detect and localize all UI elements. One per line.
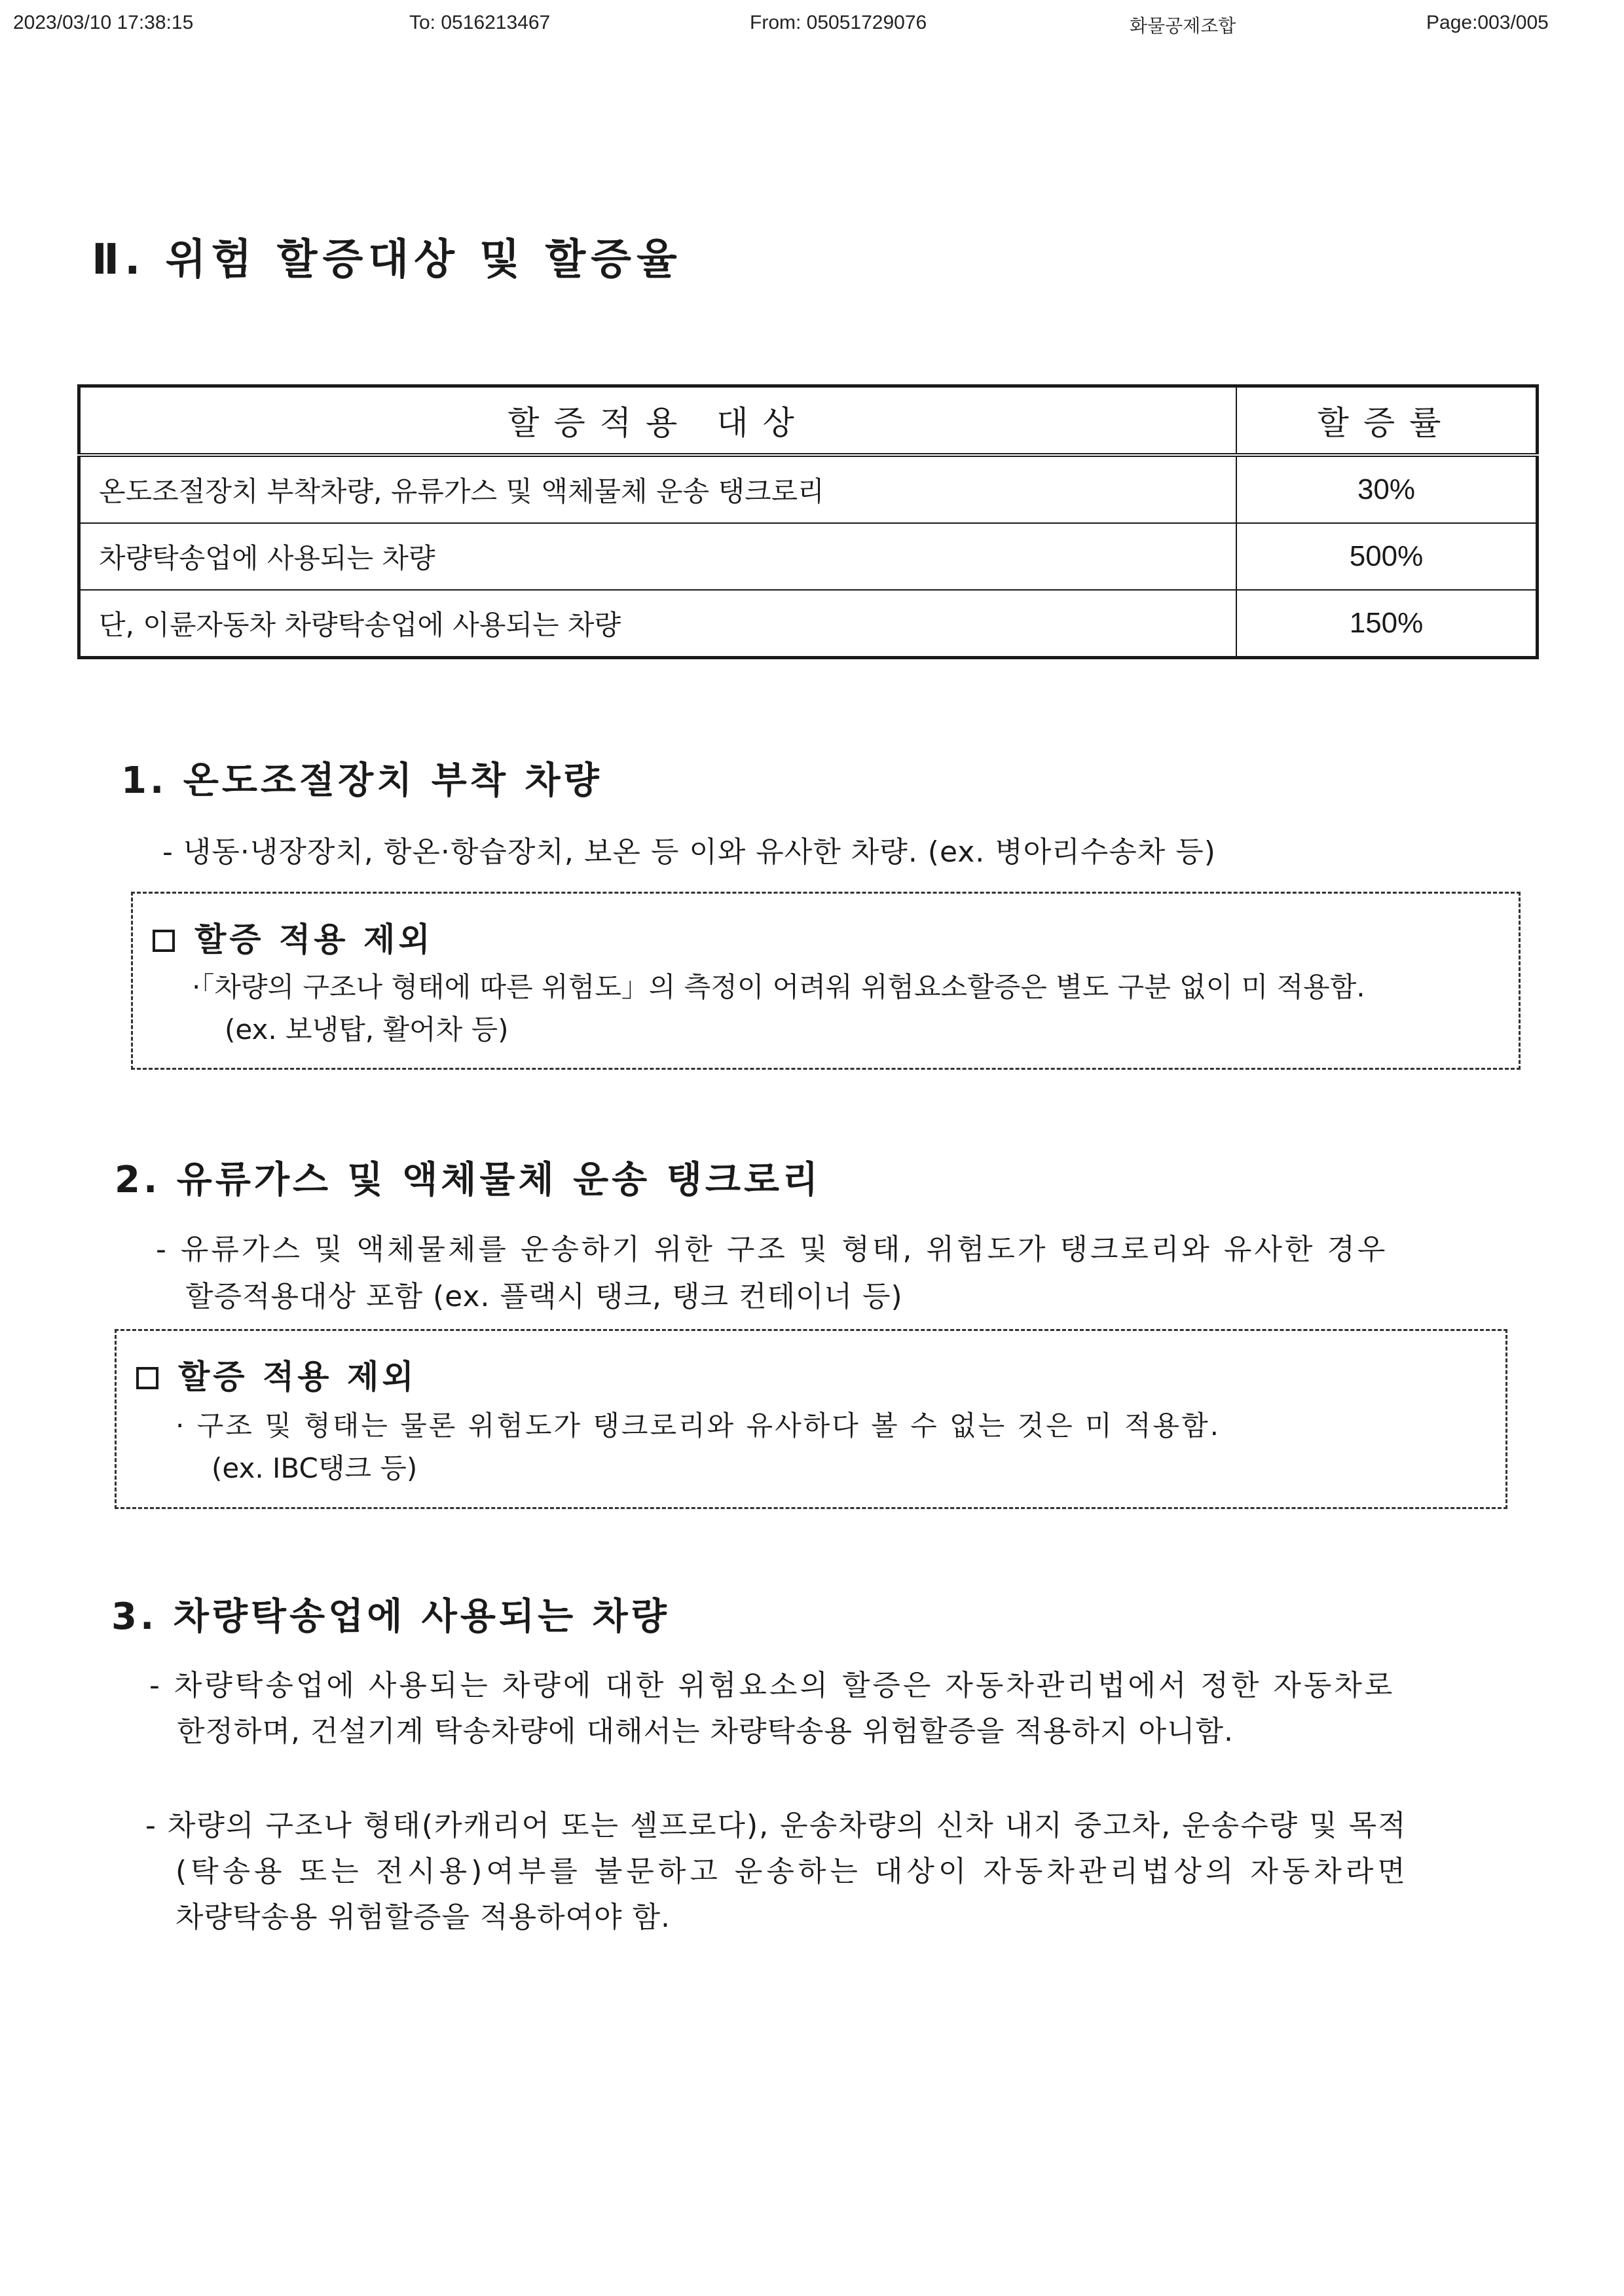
section2-exclusion-line1: · 구조 및 형태는 물론 위험도가 탱크로리와 유사하다 볼 수 없는 것은 미 적용함.: [175, 1410, 1221, 1442]
fax-header: [0, 12, 1624, 41]
checkbox-icon: [136, 1367, 158, 1389]
section3-heading: 3. 차량탁송업에 사용되는 차량: [111, 1595, 670, 1638]
section1-exclusion-title-row: [153, 913, 434, 960]
section3-bullet2-line1: - 차량의 구조나 형태(카캐리어 또는 셀프로다), 운송차량의 신차 내지 중고차, 운송수량 및 목적: [145, 1809, 1407, 1842]
header-target: 할증적용 대상: [79, 386, 1237, 456]
table-header-row: [79, 386, 1538, 456]
section1-exclusion-line1: ·「차량의 구조나 형태에 따른 위험도」의 측정이 어려워 위험요소할증은 별도 구분 없이 미 적용함.: [192, 971, 1365, 1003]
table-row: [79, 455, 1538, 523]
section2-exclusion-box: [115, 1329, 1507, 1509]
fax-to-number: To: 0516213467: [409, 12, 551, 33]
section3-bullet2-line2: (탁송용 또는 전시용)여부를 불문하고 운송하는 대상이 자동차관리법상의 자동차라면: [175, 1855, 1409, 1888]
row-target: 차량탁송업에 사용되는 차량: [79, 523, 1237, 590]
row-target: 온도조절장치 부착차량, 유류가스 및 액체물체 운송 탱크로리: [79, 455, 1237, 523]
section1-exclusion-box: [131, 892, 1521, 1070]
section1-exclusion-line2: (ex. 보냉탑, 활어차 등): [225, 1013, 509, 1046]
section2-bullet-line2: 할증적용대상 포함 (ex. 플랙시 탱크, 탱크 컨테이너 등): [185, 1280, 903, 1313]
row-rate: 30%: [1236, 455, 1538, 523]
section1-heading: 1. 온도조절장치 부착 차량: [121, 759, 602, 802]
surcharge-rate-table: [77, 384, 1539, 659]
table-row: [79, 523, 1538, 590]
fax-page-number: Page:003/005: [1426, 12, 1549, 33]
section1-bullet: - 냉동·냉장장치, 항온·항습장치, 보온 등 이와 유사한 차량. (ex. 병아리수송차 등): [162, 835, 1216, 869]
section2-heading: 2. 유류가스 및 액체물체 운송 탱크로리: [115, 1159, 822, 1201]
section1-exclusion-title: 할증 적용 제외: [194, 920, 434, 958]
fax-organization: 화물공제조합: [1130, 15, 1236, 37]
fax-datetime: 2023/03/10 17:38:15: [13, 12, 194, 33]
table-row: [79, 590, 1538, 658]
section2-exclusion-title-row: [136, 1351, 417, 1398]
header-rate: 할증률: [1236, 386, 1538, 456]
fax-from-number: From: 05051729076: [750, 12, 927, 33]
section2-exclusion-line2: (ex. IBC탱크 등): [212, 1452, 418, 1484]
row-target: 단, 이륜자동차 차량탁송업에 사용되는 차량: [79, 590, 1237, 658]
section2-exclusion-title: 할증 적용 제외: [178, 1358, 417, 1396]
section3-bullet1-line1: - 차량탁송업에 사용되는 차량에 대한 위험요소의 할증은 자동차관리법에서 정한 자동차로: [149, 1669, 1395, 1702]
row-rate: 150%: [1236, 590, 1538, 658]
section3-bullet1-line2: 한정하며, 건설기계 탁송차량에 대해서는 차량탁송용 위험할증을 적용하지 아니함.: [177, 1715, 1234, 1748]
row-rate: 500%: [1236, 523, 1538, 590]
section3-bullet2-line3: 차량탁송용 위험할증을 적용하여야 함.: [175, 1901, 671, 1934]
section2-bullet-line1: - 유류가스 및 액체물체를 운송하기 위한 구조 및 형태, 위험도가 탱크로리와 유사한 경우: [156, 1233, 1388, 1266]
page-title: Ⅱ. 위험 할증대상 및 할증율: [92, 236, 682, 284]
checkbox-icon: [153, 930, 175, 952]
